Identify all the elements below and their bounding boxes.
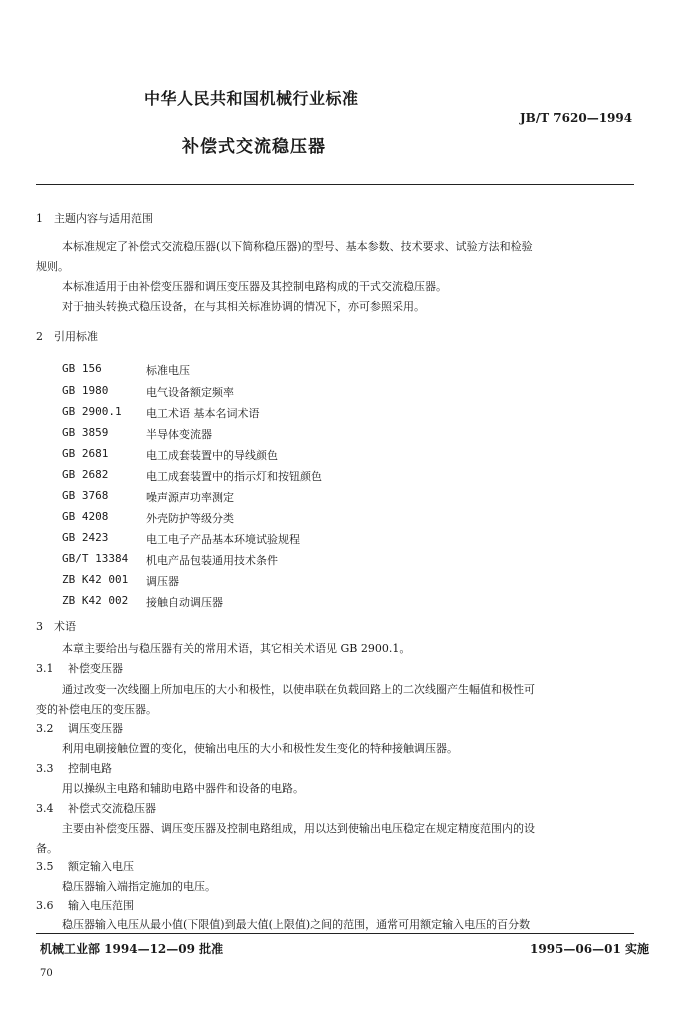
term-definition-cont: 备。 (36, 842, 58, 855)
ref-code: ZB K42 002 (62, 594, 129, 607)
term-definition: 用以操纵主电路和辅助电路中器件和设备的电路。 (62, 782, 304, 795)
section-3-intro: 本章主要给出与稳压器有关的常用术语，其它相关术语见 GB 2900.1。 (62, 642, 411, 655)
term-number: 3.6 (36, 899, 54, 912)
ref-title: 接触自动调压器 (146, 596, 223, 609)
standard-number: JB/T 7620—1994 (520, 111, 633, 125)
ref-code: GB/T 13384 (62, 552, 129, 565)
term-definition: 利用电刷接触位置的变化，使输出电压的大小和极性发生变化的特种接触调压器。 (62, 742, 458, 755)
term-name: 补偿式交流稳压器 (68, 802, 156, 815)
section-1-heading: 1 主题内容与适用范围 (36, 212, 153, 225)
ref-title: 电气设备额定频率 (146, 386, 234, 399)
term-number: 3.3 (36, 762, 54, 775)
ref-code: GB 2900.1 (62, 405, 122, 418)
ref-code: GB 156 (62, 362, 102, 375)
ref-code: GB 2682 (62, 468, 109, 481)
term-definition-cont: 变的补偿电压的变压器。 (36, 703, 157, 716)
term-number: 3.1 (36, 662, 54, 675)
issuing-organization: 中华人民共和国机械行业标准 (144, 89, 359, 108)
ref-title: 电工术语 基本名词术语 (146, 407, 260, 420)
header-rule (36, 184, 634, 185)
section-2-heading: 2 引用标准 (36, 330, 98, 343)
footer-rule (36, 933, 634, 934)
ref-title: 噪声源声功率测定 (146, 491, 234, 504)
ref-code: GB 1980 (62, 384, 109, 397)
term-name: 调压变压器 (68, 722, 123, 735)
section-1-paragraph-1-cont: 规则。 (36, 260, 69, 273)
ref-title: 外壳防护等级分类 (146, 512, 234, 525)
ref-title: 半导体变流器 (146, 428, 212, 441)
term-definition: 主要由补偿变压器、调压变压器及控制电路组成，用以达到使输出电压稳定在规定精度范围内的设 (62, 822, 535, 835)
section-1-paragraph-3: 对于抽头转换式稳压设备，在与其相关标准协调的情况下，亦可参照采用。 (62, 300, 425, 313)
term-name: 补偿变压器 (68, 662, 123, 675)
ref-code: GB 3859 (62, 426, 109, 439)
term-number: 3.5 (36, 860, 54, 873)
term-definition: 稳压器输入电压从最小值(下限值)到最大值(上限值)之间的范围，通常可用额定输入电压的百分数 (62, 918, 531, 931)
approval-date: 机械工业部 1994—12—09 批准 (40, 942, 224, 956)
ref-title: 调压器 (146, 575, 179, 588)
implementation-date: 1995—06—01 实施 (530, 942, 649, 956)
ref-title: 机电产品包装通用技术条件 (146, 554, 278, 567)
term-name: 控制电路 (68, 762, 112, 775)
ref-code: GB 4208 (62, 510, 109, 523)
term-number: 3.4 (36, 802, 54, 815)
section-3-heading: 3 术语 (36, 620, 76, 633)
ref-code: GB 2423 (62, 531, 109, 544)
term-definition: 通过改变一次线圈上所加电压的大小和极性，以使串联在负载回路上的二次线圈产生幅值和极性可 (62, 683, 535, 696)
term-number: 3.2 (36, 722, 54, 735)
ref-code: GB 3768 (62, 489, 109, 502)
term-name: 输入电压范围 (68, 899, 134, 912)
ref-code: GB 2681 (62, 447, 109, 460)
document-title: 补偿式交流稳压器 (182, 137, 326, 157)
ref-title: 电工电子产品基本环境试验规程 (146, 533, 300, 546)
section-1-paragraph-1: 本标准规定了补偿式交流稳压器(以下简称稳压器)的型号、基本参数、技术要求、试验方法和检验 (62, 240, 533, 253)
ref-title: 电工成套装置中的指示灯和按钮颜色 (146, 470, 322, 483)
ref-title: 电工成套装置中的导线颜色 (146, 449, 278, 462)
section-1-paragraph-2: 本标准适用于由补偿变压器和调压变压器及其控制电路构成的干式交流稳压器。 (62, 280, 447, 293)
term-definition: 稳压器输入端指定施加的电压。 (62, 880, 216, 893)
page-number: 70 (40, 968, 53, 979)
ref-title: 标准电压 (146, 364, 190, 377)
ref-code: ZB K42 001 (62, 573, 129, 586)
term-name: 额定输入电压 (68, 860, 134, 873)
